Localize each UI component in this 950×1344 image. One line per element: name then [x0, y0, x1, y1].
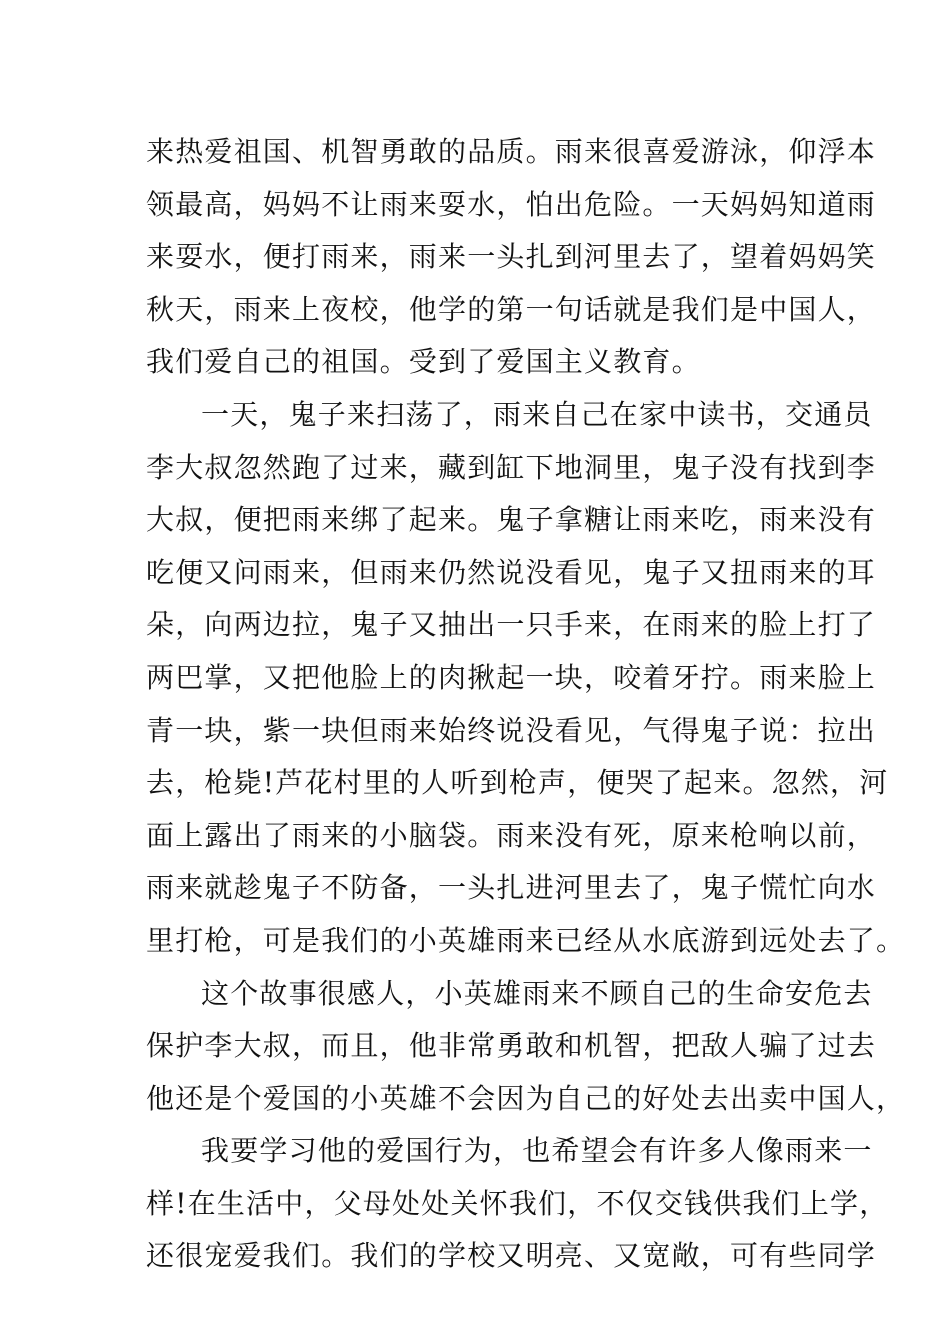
body-text — [146, 126, 906, 1283]
text-line: 我要学习他的爱国行为，也希望会有许多人像雨来一 — [201, 1134, 873, 1168]
text-line: 吃便又问雨来，但雨来仍然说没看见，鬼子又扭雨来的耳 — [146, 555, 877, 589]
text-line: 保护李大叔，而且，他非常勇敢和机智，把敌人骗了过去 — [146, 1029, 877, 1063]
text-line: 去，枪毙!芦花村里的人听到枪声，便哭了起来。忽然，河 — [146, 766, 889, 800]
text-line: 领最高，妈妈不让雨来耍水，怕出危险。一天妈妈知道雨 — [146, 187, 877, 221]
text-line: 来热爱祖国、机智勇敢的品质。雨来很喜爱游泳，仰浮本 — [146, 135, 877, 168]
text-line: 一天，鬼子来扫荡了，雨来自己在家中读书，交通员 — [201, 397, 873, 431]
text-line: 李大叔忽然跑了过来，藏到缸下地洞里，鬼子没有找到李 — [146, 450, 877, 484]
text-line: 秋天，雨来上夜校，他学的第一句话就是我们是中国人， — [146, 292, 877, 326]
text-line: 他还是个爱国的小英雄不会因为自己的好处去出卖中国人， — [146, 1081, 906, 1115]
text-line: 我们爱自己的祖国。受到了爱国主义教育。 — [146, 345, 701, 379]
text-line: 面上露出了雨来的小脑袋。雨来没有死，原来枪响以前， — [146, 818, 877, 852]
text-line: 两巴掌，又把他脸上的肉揪起一块，咬着牙拧。雨来脸上 — [146, 660, 877, 694]
text-line: 青一块，紫一块但雨来始终说没看见，气得鬼子说：拉出 — [146, 713, 877, 747]
text-line: 朵，向两边拉，鬼子又抽出一只手来，在雨来的脸上打了 — [146, 608, 877, 642]
text-line: 来耍水，便打雨来，雨来一头扎到河里去了，望着妈妈笑 — [146, 240, 877, 274]
text-line: 大叔，便把雨来绑了起来。鬼子拿糖让雨来吃，雨来没有 — [146, 503, 877, 537]
text-line: 里打枪，可是我们的小英雄雨来已经从水底游到远处去了。 — [146, 923, 906, 957]
text-line: 这个故事很感人，小英雄雨来不顾自己的生命安危去 — [201, 976, 873, 1010]
text-line: 还很宠爱我们。我们的学校又明亮、又宽敞，可有些同学 — [146, 1239, 877, 1273]
text-line: 雨来就趁鬼子不防备，一头扎进河里去了，鬼子慌忙向水 — [146, 871, 877, 905]
text-line: 样!在生活中，父母处处关怀我们，不仅交钱供我们上学， — [146, 1186, 889, 1220]
